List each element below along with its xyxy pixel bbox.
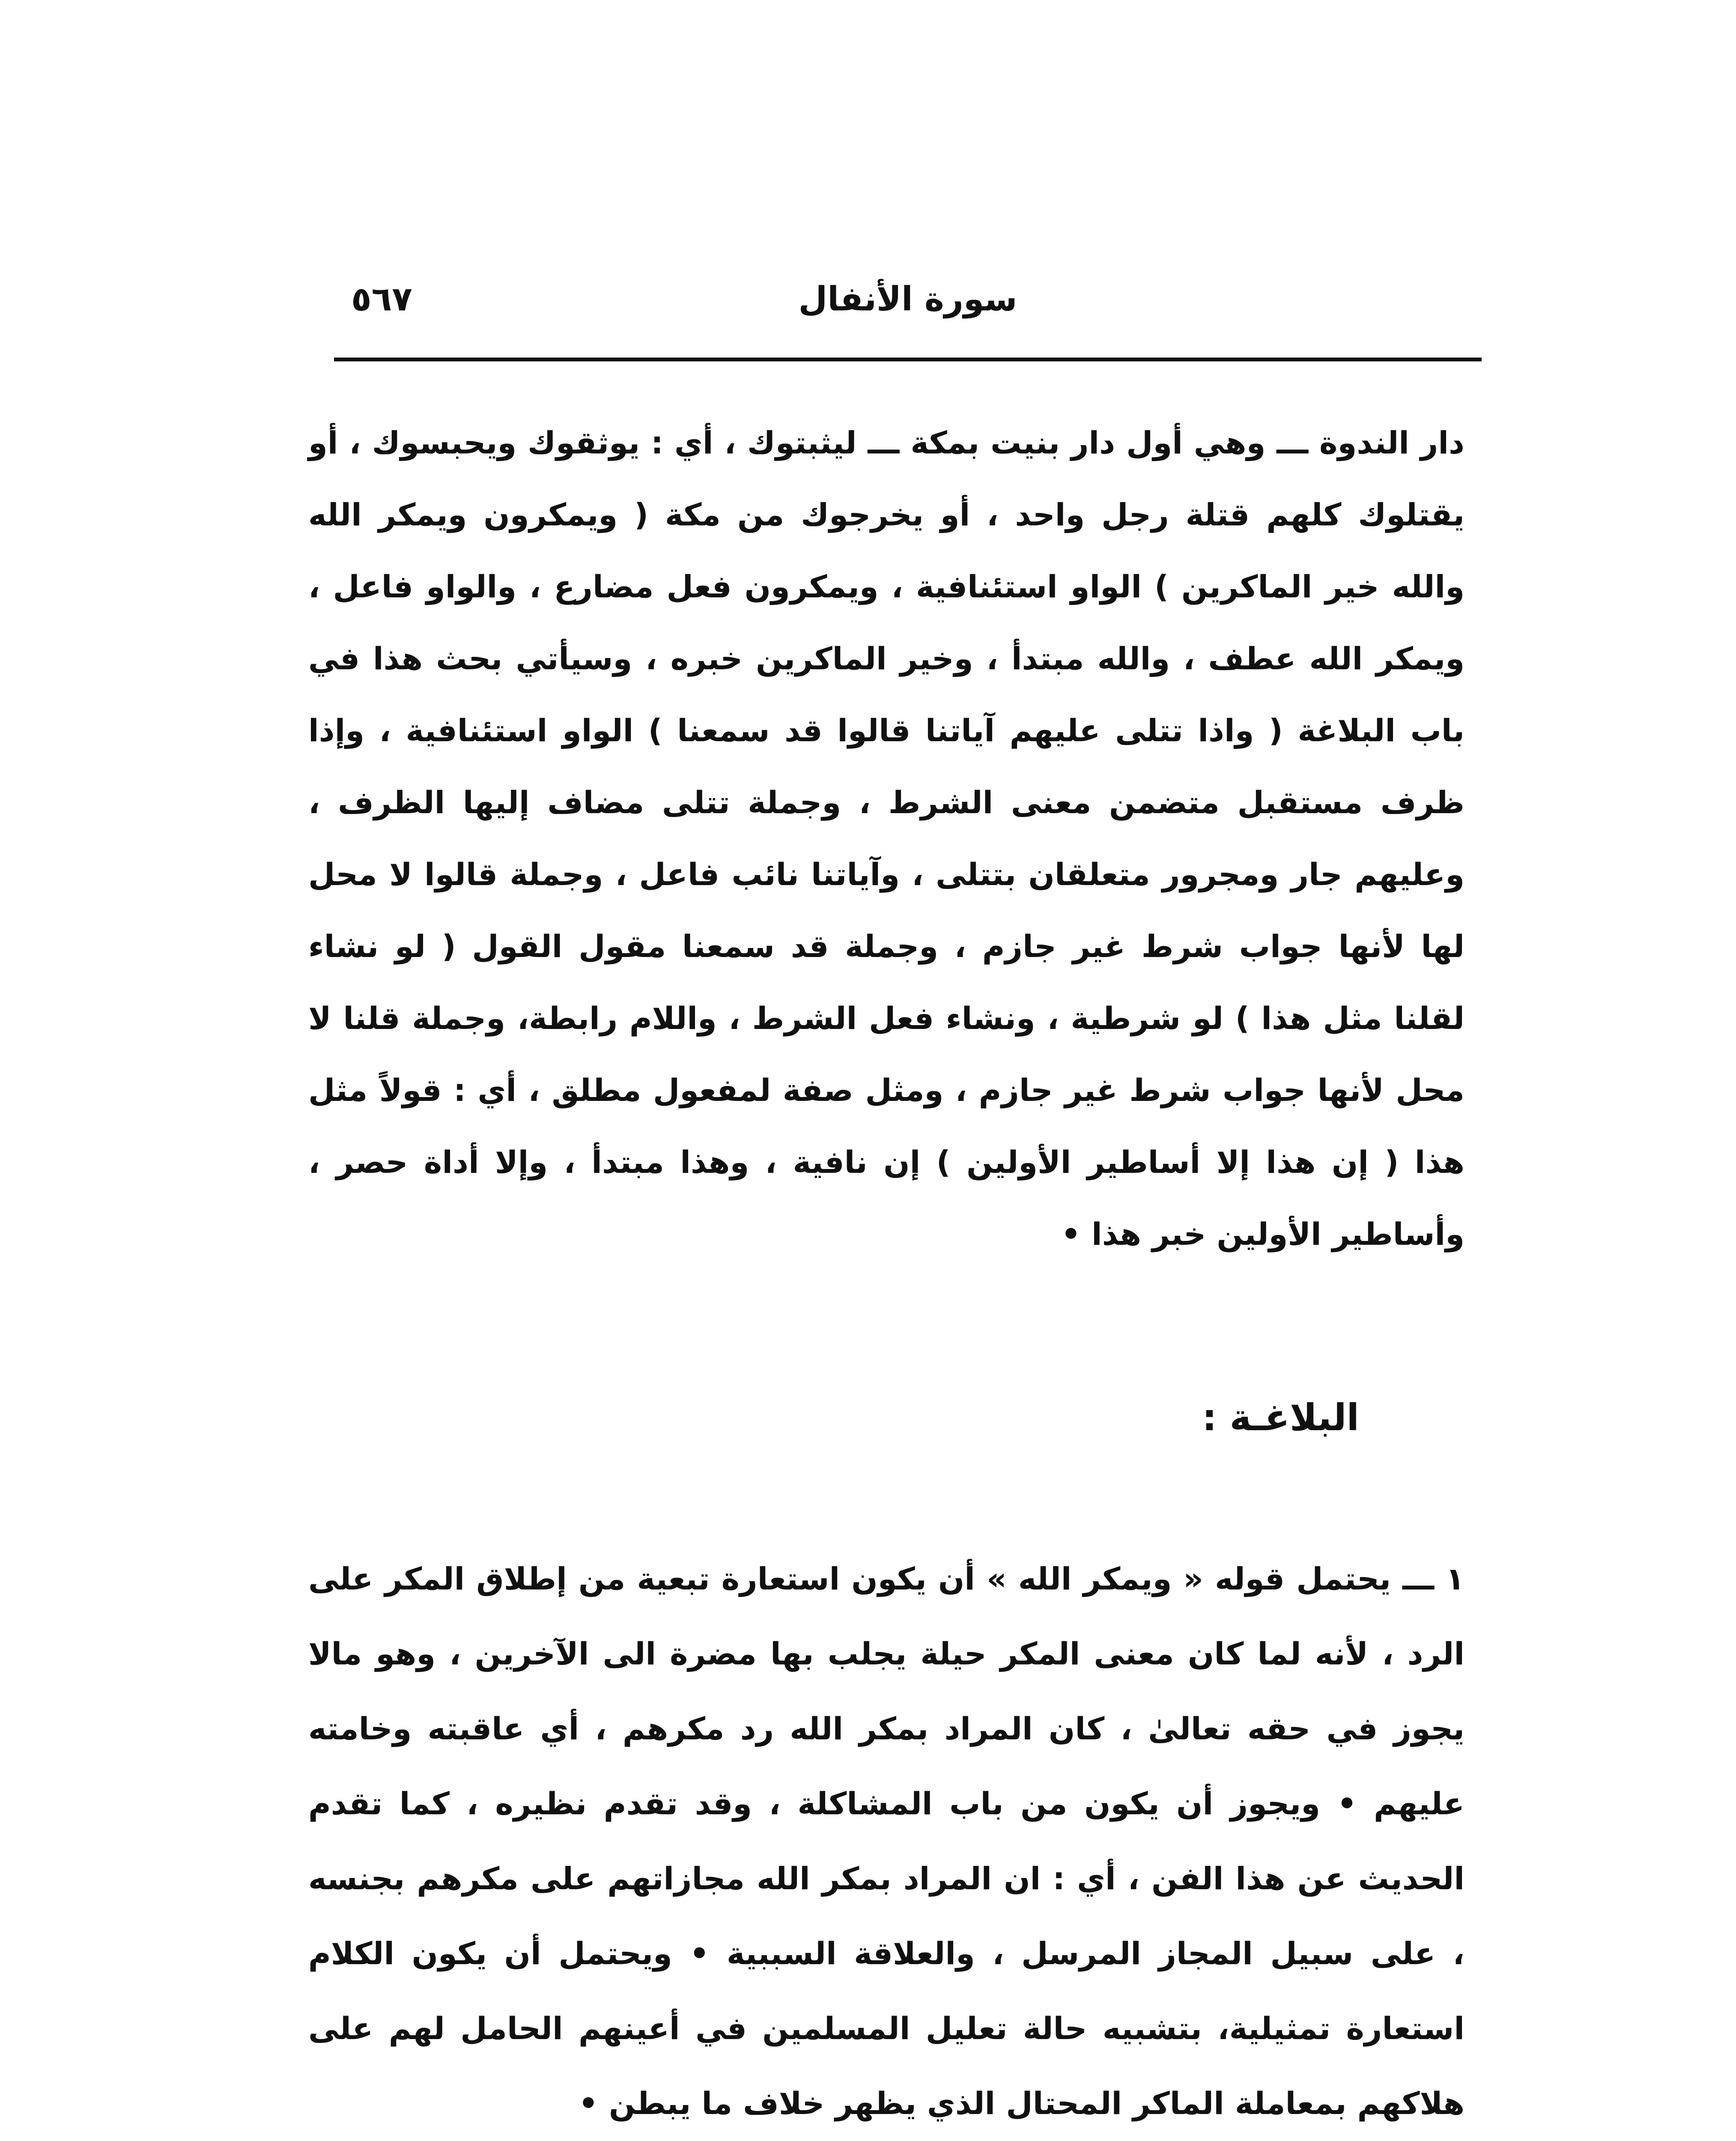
grammar-paragraph: دار الندوة ـــ وهي أول دار بنيت بمكة ـــ ليثبتوك ، أي : يوثقوك ويحبسوك ، أو يقتلوك كلهم قتلة رجل واحد ، أو يخرجوك من مكة ( ويمكرون ويمكر الله والله خير الماكرين ) الواو استئنافية ، ويمكرون فعل مضارع ، والواو فاعل ، ويمكر الله عطف ، والله مبتدأ ، وخير الماكرين خبره ، وسيأتي بحث هذا في باب البلاغة ( واذا تتلى عليهم آياتنا قالوا قد سمعنا ) الواو استئنافية ، وإذا ظرف مستقبل متضمن معنى الشرط ، وجملة تتلى مضاف إليها الظرف ، وعليهم جار ومجرور متعلقان بتتلى ، وآياتنا نائب فاعل ، وجملة قالوا لا محل لها لأنها جواب شرط غير جازم ، وجملة قد سمعنا مقول القول ( لو نشاء لقلنا مثل هذا ) لو شرطية ، ونشاء فعل الشرط ، واللام رابطة، وجملة قلنا لا محل لأنها جواب شرط غير جازم ، ومثل صفة لمفعول مطلق ، أي : قولاً مثل هذا ( إن هذا إلا أساطير الأولين ) إن نافية ، وهذا مبتدأ ، وإلا أداة حصر ، وأساطير الأولين خبر هذا • [308, 425, 1465, 1252]
surah-title: سورة الأنفال [798, 280, 1017, 319]
page-number: ٥٦٧ [351, 280, 412, 319]
page-header [334, 265, 1482, 351]
rhetoric-heading: البلاغـة : [1202, 1396, 1359, 1439]
header-divider [334, 358, 1482, 361]
rhetoric-paragraph: ١ ـــ يحتمل قوله « ويمكر الله » أن يكون استعارة تبعية من إطلاق المكر على الرد ، لأنه لما كان معنى المكر حيلة يجلب بها مضرة الى الآخرين ، وهو مالا يجوز في حقه تعالىٰ ، كان المراد بمكر الله رد مكرهم ، أي عاقبته وخامته عليهم • ويجوز أن يكون من باب المشاكلة ، وقد تقدم نظيره ، كما تقدم الحديث عن هذا الفن ، أي : ان المراد بمكر الله مجازاتهم على مكرهم بجنسه ، على سبيل المجاز المرسل ، والعلاقة السببية • ويحتمل أن يكون الكلام استعارة تمثيلية، بتشبيه حالة تعليل المسلمين في أعينهم الحامل لهم على هلاكهم بمعاملة الماكر المحتال الذي يظهر خلاف ما يبطن • [308, 1561, 1465, 2121]
